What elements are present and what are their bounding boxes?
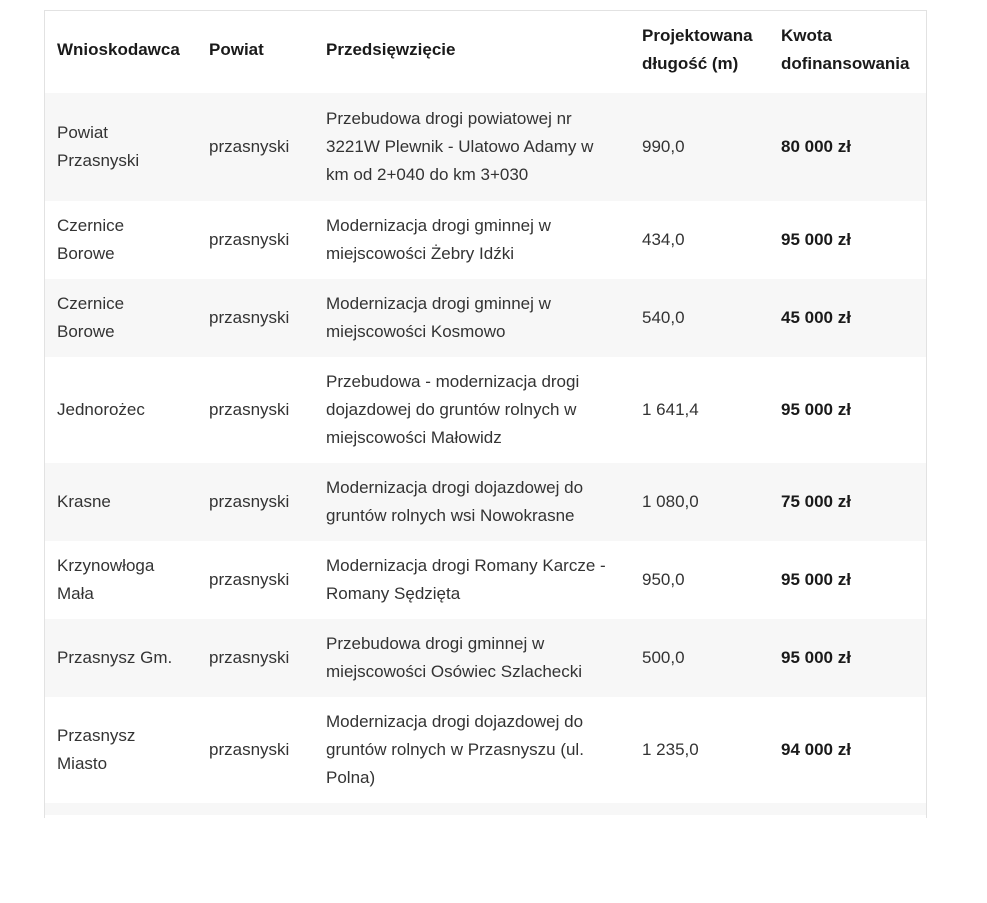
table-row	[45, 201, 927, 279]
table-row	[45, 541, 927, 619]
cell-length: 1 235,0	[630, 697, 769, 803]
funding-table	[45, 11, 927, 815]
cell-amount: 80 000 zł	[769, 93, 927, 201]
table-row	[45, 619, 927, 697]
cell-length: 950,0	[630, 541, 769, 619]
cell-project: Przebudowa - modernizacja drogi dojazdowej do gruntów rolnych w miejscowości Małowidz	[314, 357, 630, 463]
cell-applicant: Przasnysz Gm.	[45, 619, 197, 697]
cell-district: przasnyski	[197, 357, 314, 463]
header-project: Przedsięwzięcie	[314, 11, 630, 89]
cell-length: 540,0	[630, 279, 769, 357]
cell-applicant: Przasnysz Miasto	[45, 697, 197, 803]
header-amount: Kwota dofinansowania	[769, 11, 927, 89]
cell-length: 500,0	[630, 619, 769, 697]
cell-applicant: Czernice Borowe	[45, 279, 197, 357]
cell-district: przasnyski	[197, 619, 314, 697]
cell-project: Przebudowa drogi powiatowej nr 3221W Plewnik - Ulatowo Adamy w km od 2+040 do km 3+030	[314, 93, 630, 201]
cell-amount: 95 000 zł	[769, 541, 927, 619]
table-row-cutoff	[45, 803, 927, 815]
header-length: Projektowana długość (m)	[630, 11, 769, 89]
cell-district: przasnyski	[197, 201, 314, 279]
cell-district: przasnyski	[197, 279, 314, 357]
cell-length: 1 641,4	[630, 357, 769, 463]
table-row	[45, 697, 927, 803]
cell-project: Modernizacja drogi dojazdowej do gruntów rolnych wsi Nowokrasne	[314, 463, 630, 541]
table-row	[45, 93, 927, 201]
cell-project: Modernizacja drogi gminnej w miejscowości Żebry Idźki	[314, 201, 630, 279]
header-row	[45, 11, 927, 89]
table-header	[45, 11, 927, 89]
cell-applicant: Czernice Borowe	[45, 201, 197, 279]
table-row	[45, 279, 927, 357]
cell-amount: 95 000 zł	[769, 201, 927, 279]
cell-length: 990,0	[630, 93, 769, 201]
cell-project: Modernizacja drogi gminnej w miejscowości Kosmowo	[314, 279, 630, 357]
cell-district: przasnyski	[197, 463, 314, 541]
cell-project: Modernizacja drogi Romany Karcze - Romany Sędzięta	[314, 541, 630, 619]
cell-amount: 75 000 zł	[769, 463, 927, 541]
cell-district: przasnyski	[197, 697, 314, 803]
cell-project: Modernizacja drogi dojazdowej do gruntów rolnych w Przasnyszu (ul. Polna)	[314, 697, 630, 803]
cell-district: przasnyski	[197, 541, 314, 619]
cell-applicant: Jednorożec	[45, 357, 197, 463]
cell-district: przasnyski	[197, 93, 314, 201]
funding-table-container	[44, 10, 927, 818]
cell-amount: 95 000 zł	[769, 357, 927, 463]
table-body	[45, 89, 927, 815]
cell-applicant: Powiat Przasnyski	[45, 93, 197, 201]
cell-applicant: Krasne	[45, 463, 197, 541]
table-row	[45, 357, 927, 463]
cell-length: 434,0	[630, 201, 769, 279]
cell-amount: 95 000 zł	[769, 619, 927, 697]
cell-length: 1 080,0	[630, 463, 769, 541]
cell-amount: 94 000 zł	[769, 697, 927, 803]
cell-applicant: Krzynowłoga Mała	[45, 541, 197, 619]
cell-amount: 45 000 zł	[769, 279, 927, 357]
cell-project: Przebudowa drogi gminnej w miejscowości Osówiec Szlachecki	[314, 619, 630, 697]
header-applicant: Wnioskodawca	[45, 11, 197, 89]
table-row	[45, 463, 927, 541]
header-district: Powiat	[197, 11, 314, 89]
